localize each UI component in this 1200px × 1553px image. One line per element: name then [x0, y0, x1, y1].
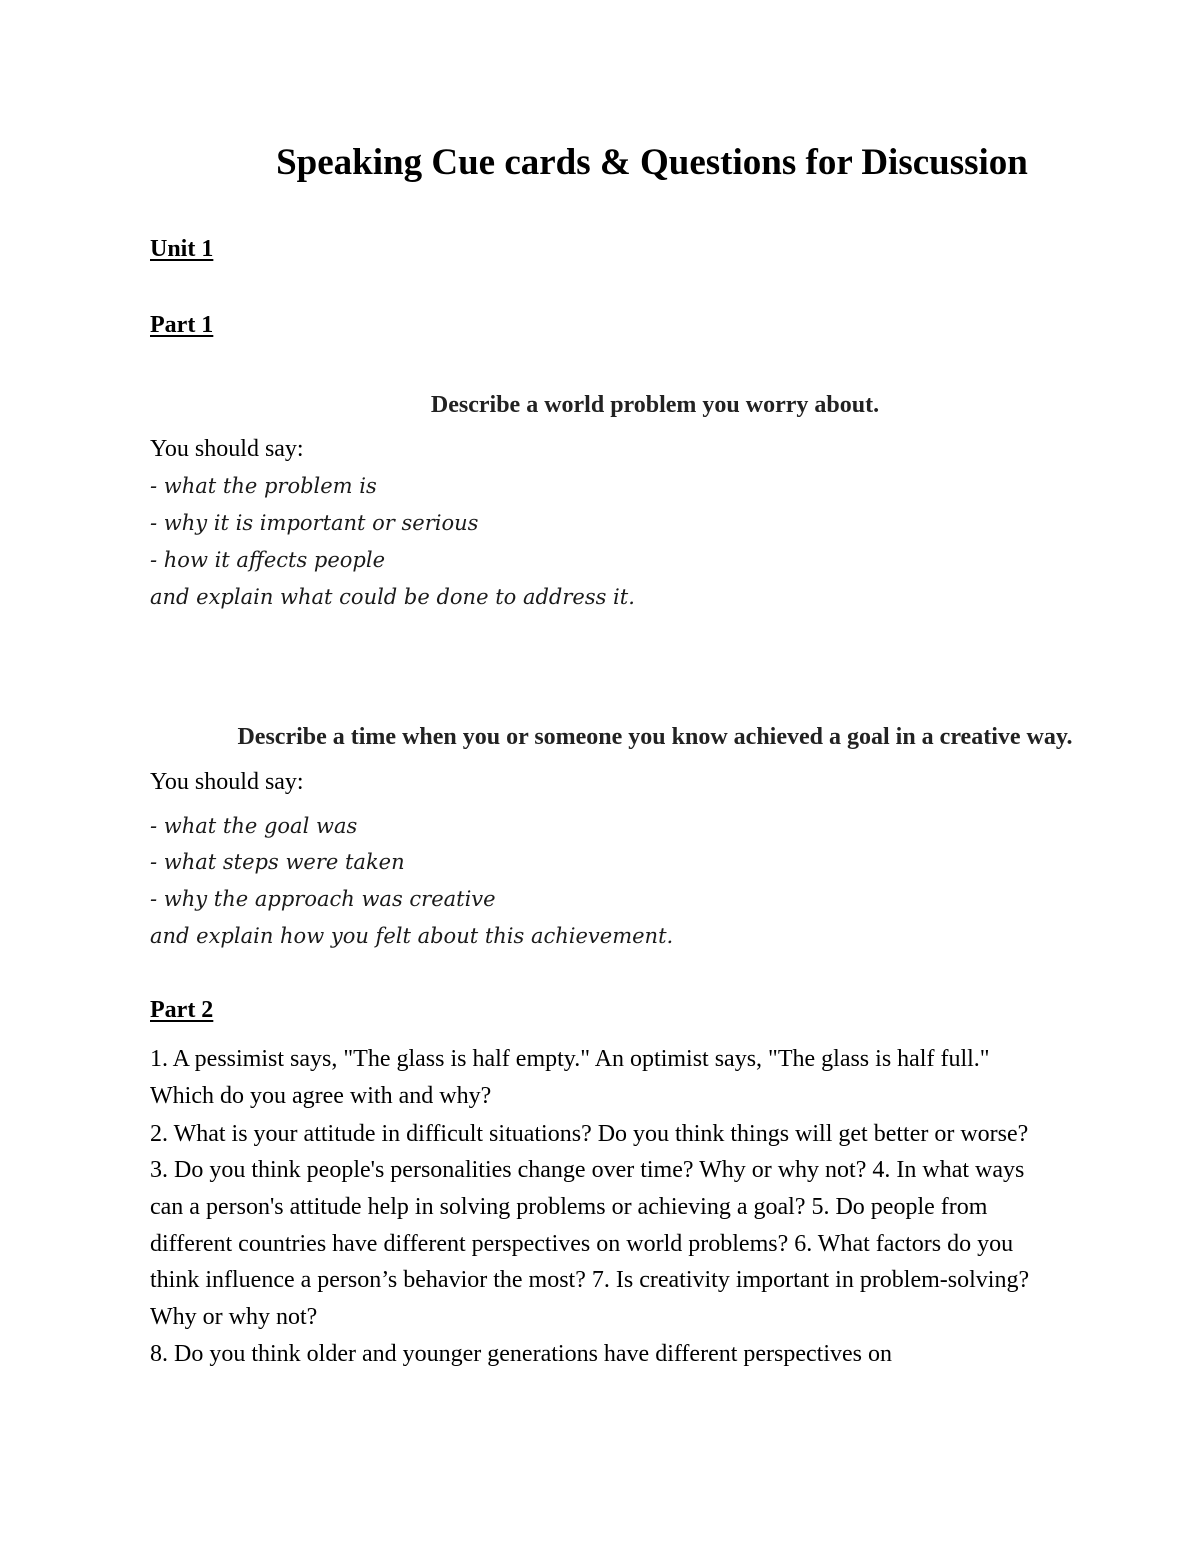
cue-card-1-point: - how it affects people: [150, 548, 385, 572]
cue-card-2-point: - what the goal was: [150, 814, 358, 838]
cue-card-1-point: - what the problem is: [150, 474, 377, 498]
cue-card-1-closing: and explain what could be done to address it.: [150, 585, 635, 609]
cue-card-2-title: Describe a time when you or someone you know achieved a goal in a creative way.: [237, 724, 1073, 750]
question-line: 2. What is your attitude in difficult situations? Do you think things will get better or worse?: [150, 1121, 1029, 1147]
cue-card-1-point: - why it is important or serious: [150, 511, 479, 535]
question-line: 8. Do you think older and younger generations have different perspectives on: [150, 1341, 893, 1367]
question-line: Which do you agree with and why?: [150, 1083, 492, 1109]
question-line: 1. A pessimist says, "The glass is half empty." An optimist says, "The glass is half full.": [150, 1046, 990, 1072]
cue-card-1-intro: You should say:: [150, 436, 304, 462]
document-title: Speaking Cue cards & Questions for Discussion: [276, 142, 1028, 183]
cue-card-2-closing: and explain how you felt about this achievement.: [150, 924, 674, 948]
question-line: 3. Do you think people's personalities change over time? Why or why not? 4. In what ways: [150, 1157, 1025, 1183]
question-line: different countries have different perspectives on world problems? 6. What factors do you: [150, 1231, 1014, 1257]
cue-card-2-intro: You should say:: [150, 769, 304, 795]
cue-card-2-point: - why the approach was creative: [150, 887, 496, 911]
part1-heading: Part 1: [150, 312, 214, 338]
unit-heading: Unit 1: [150, 236, 214, 262]
cue-card-1-title: Describe a world problem you worry about.: [430, 392, 880, 418]
question-line: think influence a person’s behavior the most? 7. Is creativity important in problem-solving?: [150, 1267, 1030, 1293]
question-line: can a person's attitude help in solving problems or achieving a goal? 5. Do people from: [150, 1194, 988, 1220]
question-line: Why or why not?: [150, 1304, 318, 1330]
part2-heading: Part 2: [150, 997, 214, 1023]
cue-card-2-point: - what steps were taken: [150, 850, 405, 874]
